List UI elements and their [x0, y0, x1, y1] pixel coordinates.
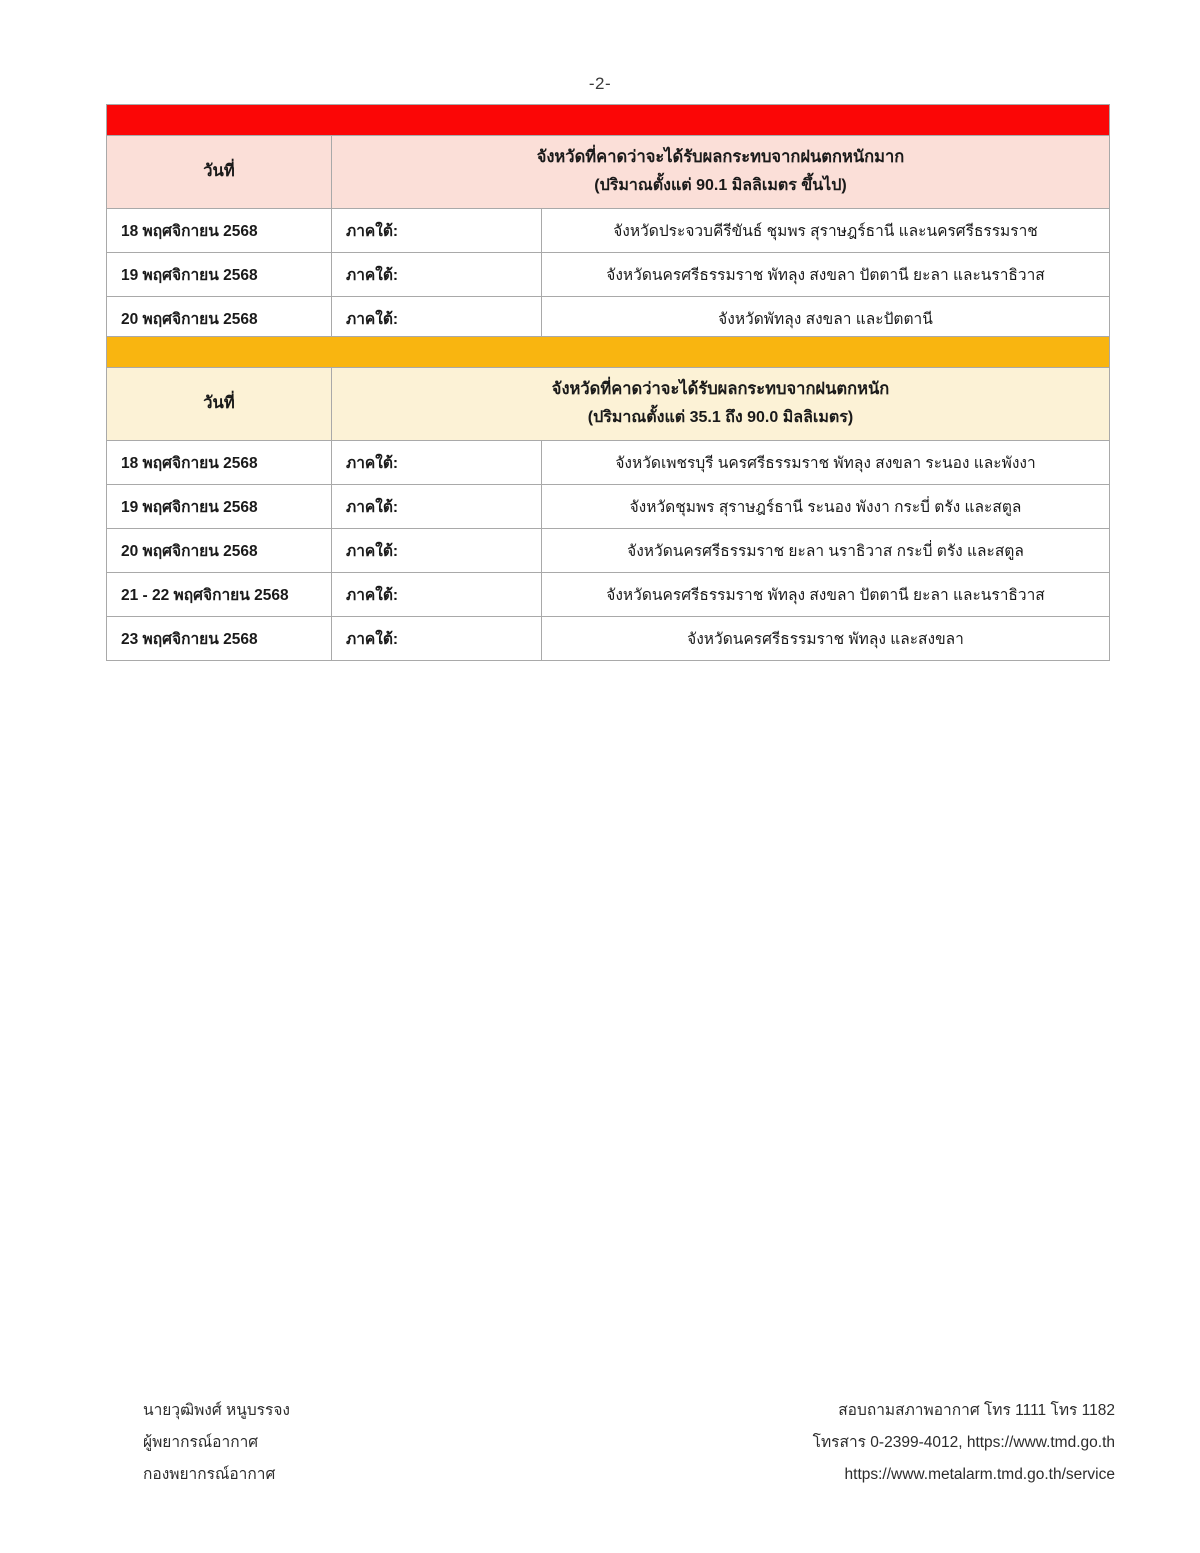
- row-region: ภาคใต้:: [332, 209, 542, 253]
- row-region: ภาคใต้:: [332, 441, 542, 485]
- row-provinces: จังหวัดประจวบคีรีขันธ์ ชุมพร สุราษฎร์ธานี และนครศรีธรรมราช: [542, 209, 1110, 253]
- forecaster-name: นายวุฒิพงศ์ หนูบรรจง: [143, 1402, 290, 1419]
- row-region: ภาคใต้:: [332, 297, 542, 341]
- severe-title-line2: (ปริมาณตั้งแต่ 90.1 มิลลิเมตร ขึ้นไป): [594, 177, 847, 195]
- forecaster-division: กองพยากรณ์อากาศ: [143, 1465, 276, 1483]
- row-provinces: จังหวัดชุมพร สุราษฎร์ธานี ระนอง พังงา กระบี่ ตรัง และสตูล: [542, 485, 1110, 529]
- footer-signature-block: [143, 1395, 290, 1490]
- row-date: 18 พฤศจิกายน 2568: [107, 209, 332, 253]
- row-date: 21 - 22 พฤศจิกายน 2568: [107, 573, 332, 617]
- row-date: 20 พฤศจิกายน 2568: [107, 297, 332, 341]
- row-provinces: จังหวัดนครศรีธรรมราช พัทลุง สงขลา ปัตตานี ยะลา และนราธิวาส: [542, 573, 1110, 617]
- severe-title-header: [332, 136, 1110, 209]
- row-region: ภาคใต้:: [332, 253, 542, 297]
- page-number: -2-: [588, 74, 612, 93]
- severe-date-header: วันที่: [107, 136, 332, 209]
- forecaster-title: ผู้พยากรณ์อากาศ: [143, 1433, 259, 1451]
- row-date: 19 พฤศจิกายน 2568: [107, 253, 332, 297]
- severe-header-row: [107, 136, 1110, 209]
- table-row: [107, 617, 1110, 661]
- severe-color-bar-row: [107, 105, 1110, 136]
- severe-color-bar: [107, 105, 1110, 136]
- row-date: 18 พฤศจิกายน 2568: [107, 441, 332, 485]
- heavy-title-line1: จังหวัดที่คาดว่าจะได้รับผลกระทบจากฝนตกหนัก: [551, 380, 890, 399]
- table-row: [107, 209, 1110, 253]
- heavy-title-line2: (ปริมาณตั้งแต่ 35.1 ถึง 90.0 มิลลิเมตร): [587, 409, 854, 427]
- severe-title-line1: จังหวัดที่คาดว่าจะได้รับผลกระทบจากฝนตกหนักมาก: [536, 148, 905, 167]
- row-provinces: จังหวัดนครศรีธรรมราช ยะลา นราธิวาส กระบี่ ตรัง และสตูล: [542, 529, 1110, 573]
- heavy-rain-table: [106, 336, 1110, 661]
- page-footer: [0, 1395, 1200, 1525]
- contact-service-url: https://www.metalarm.tmd.go.th/service: [844, 1465, 1115, 1483]
- table-row: [107, 297, 1110, 341]
- row-provinces: จังหวัดนครศรีธรรมราช พัทลุง และสงขลา: [542, 617, 1110, 661]
- row-region: ภาคใต้:: [332, 485, 542, 529]
- row-region: ภาคใต้:: [332, 573, 542, 617]
- row-region: ภาคใต้:: [332, 617, 542, 661]
- contact-fax-website: โทรสาร 0-2399-4012, https://www.tmd.go.th: [812, 1433, 1115, 1451]
- row-provinces: จังหวัดเพชรบุรี นครศรีธรรมราช พัทลุง สงขลา ระนอง และพังงา: [542, 441, 1110, 485]
- row-region: ภาคใต้:: [332, 529, 542, 573]
- table-row: [107, 253, 1110, 297]
- row-provinces: จังหวัดพัทลุง สงขลา และปัตตานี: [542, 297, 1110, 341]
- table-row: [107, 485, 1110, 529]
- severe-rain-table: [106, 104, 1110, 341]
- table-row: [107, 573, 1110, 617]
- table-row: [107, 529, 1110, 573]
- row-date: 19 พฤศจิกายน 2568: [107, 485, 332, 529]
- footer-contact-block: [813, 1395, 1115, 1490]
- heavy-color-bar: [107, 337, 1110, 368]
- severe-rain-table-block: [106, 104, 1109, 341]
- heavy-rain-table-block: [106, 336, 1109, 661]
- row-date: 20 พฤศจิกายน 2568: [107, 529, 332, 573]
- table-row: [107, 441, 1110, 485]
- contact-phone: สอบถามสภาพอากาศ โทร 1111 โทร 1182: [838, 1402, 1115, 1419]
- heavy-title-header: [332, 368, 1110, 441]
- heavy-color-bar-row: [107, 337, 1110, 368]
- heavy-header-row: [107, 368, 1110, 441]
- heavy-date-header: วันที่: [107, 368, 332, 441]
- row-provinces: จังหวัดนครศรีธรรมราช พัทลุง สงขลา ปัตตานี ยะลา และนราธิวาส: [542, 253, 1110, 297]
- row-date: 23 พฤศจิกายน 2568: [107, 617, 332, 661]
